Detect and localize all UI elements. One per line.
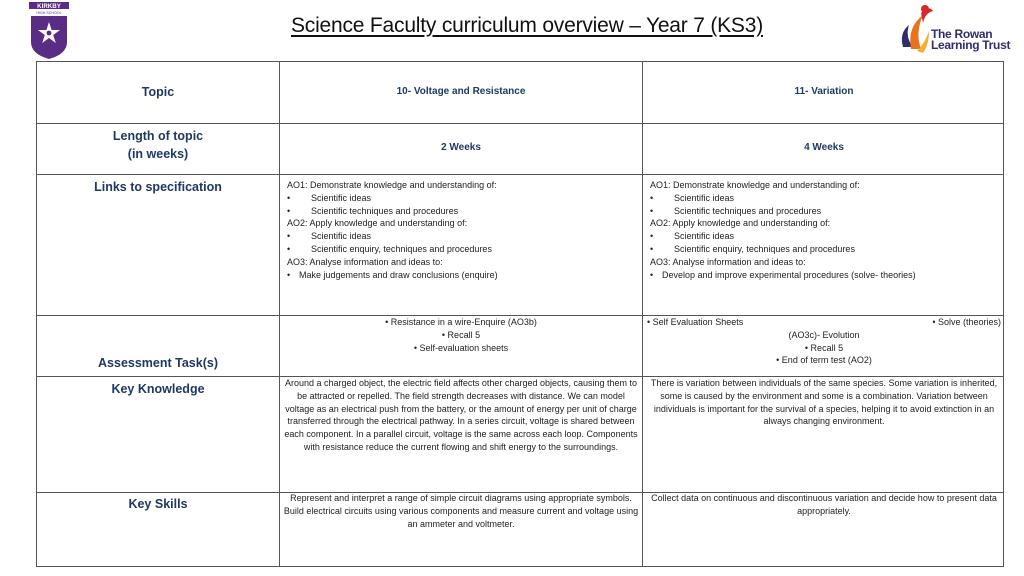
ao2-bullet1: Scientific ideas [674, 231, 735, 242]
ao1-bullet1: Scientific ideas [311, 192, 372, 203]
assessment-item: (AO3c)- Evolution [788, 329, 860, 340]
ao1-text: AO1: Demonstrate knowledge and understanding of: [650, 180, 860, 190]
row-label-links: Links to specification [94, 180, 222, 194]
column-divider [642, 62, 643, 566]
assessment-item: • Self Evaluation Sheets [647, 317, 744, 327]
assessment-item: • Resistance in a wire-Enquire (AO3b) [385, 317, 537, 327]
page-title: Science Faculty curriculum overview – Year 7 (KS3) [290, 14, 764, 37]
rowan-logo-line1: The Rowan [931, 27, 993, 41]
ao3-text: AO3: Analyse information and ideas to: [287, 256, 443, 267]
list-item: • Scientific ideas [650, 231, 735, 242]
assessment-col1 [280, 316, 642, 354]
list-item: • Scientific techniques and procedures [287, 205, 459, 216]
row-label-skills: Key Skills [128, 497, 188, 511]
kirkby-logo-subtext: HIGH SCHOOL [36, 11, 62, 15]
ao3-text: AO3: Analyse information and ideas to: [650, 256, 806, 267]
row-label-knowledge: Key Knowledge [111, 382, 205, 396]
ao3-bullet1: Develop and improve experimental procedures (solve- theories) [662, 269, 916, 280]
list-item: • Scientific ideas [287, 192, 372, 203]
length-col1: 2 Weeks [441, 142, 481, 153]
links-col1 [287, 179, 637, 281]
curriculum-table [36, 61, 1004, 567]
list-item: • Develop and improve experimental procedures (solve- theories) [650, 269, 916, 280]
list-item: • Scientific enquiry, techniques and procedures [650, 243, 855, 254]
column-divider [279, 62, 280, 566]
assessment-item: • Recall 5 [804, 342, 844, 353]
ao1-text: AO1: Demonstrate knowledge and understanding of: [287, 180, 497, 190]
ao2-text: AO2: Apply knowledge and understanding of: [287, 218, 468, 229]
ao1-bullet1: Scientific ideas [674, 192, 735, 203]
list-item: • Scientific ideas [650, 192, 735, 203]
rowan-logo-line2: Learning Trust [931, 38, 1011, 52]
assessment-item: • Self-evaluation sheets [413, 342, 509, 353]
assessment-row [647, 316, 1001, 329]
skills-col2: Collect data on continuous and discontinuous variation and decide how to present data appropriately. [651, 493, 997, 516]
assessment-item: • Recall 5 [441, 329, 481, 340]
row-divider [37, 174, 1003, 175]
row-label-length-line1: Length of topic [112, 129, 204, 143]
list-item: • Scientific enquiry, techniques and procedures [287, 243, 492, 254]
knowledge-col1: Around a charged object, the electric field affects other charged objects, causing them to be attracted or repelled. The field strength decreases with distance. We can model voltage as an electrical push from the battery, or the amount of energy per unit of charge transferred through the electrical pathway. In a series circuit, voltage is shared between each component. In a parallel circuit, voltage is the same across each loop. Components with resistance reduce the current flowing and shift energy to the surroundings. [284, 378, 638, 452]
assessment-item: • Solve (theories) [932, 317, 1001, 327]
row-label-assessment: Assessment Task(s) [98, 356, 218, 370]
ao2-bullet2: Scientific enquiry, techniques and procedures [311, 243, 492, 254]
ao2-text: AO2: Apply knowledge and understanding of: [650, 218, 831, 229]
links-col2 [650, 179, 1000, 281]
row-label-topic: Topic [141, 85, 175, 99]
skills-col1: Represent and interpret a range of simple circuit diagrams using appropriate symbols. Build electrical circuits using various components and measure current and voltage using an ammeter and voltmeter. [283, 493, 639, 529]
row-label-length [37, 127, 279, 163]
topic-col2: 11- Variation [794, 86, 854, 97]
rowan-logo-text [931, 29, 1010, 51]
ao1-bullet2: Scientific techniques and procedures [674, 205, 822, 216]
assessment-item: • End of term test (AO2) [776, 355, 872, 366]
assessment-col2 [647, 316, 1001, 367]
list-item: • Make judgements and draw conclusions (enquire) [287, 269, 498, 280]
length-col2: 4 Weeks [804, 142, 844, 153]
ao3-bullet1: Make judgements and draw conclusions (enquire) [299, 269, 498, 280]
kirkby-logo-text: KIRKBY [37, 3, 61, 10]
row-divider [37, 123, 1003, 124]
ao2-bullet2: Scientific enquiry, techniques and procedures [674, 243, 855, 254]
ao2-bullet1: Scientific ideas [311, 231, 372, 242]
knowledge-col2: There is variation between individuals of the same species. Some variation is inherited, some is caused by the environment and some is a combination. Variation between individuals is important for the survival of a species, helping it to avoid extinction in an always changing environment. [650, 378, 998, 427]
list-item: • Scientific ideas [287, 231, 372, 242]
ao1-bullet2: Scientific techniques and procedures [311, 205, 459, 216]
list-item: • Scientific techniques and procedures [650, 205, 822, 216]
topic-col1: 10- Voltage and Resistance [396, 86, 526, 97]
row-label-length-line2: (in weeks) [127, 147, 189, 161]
